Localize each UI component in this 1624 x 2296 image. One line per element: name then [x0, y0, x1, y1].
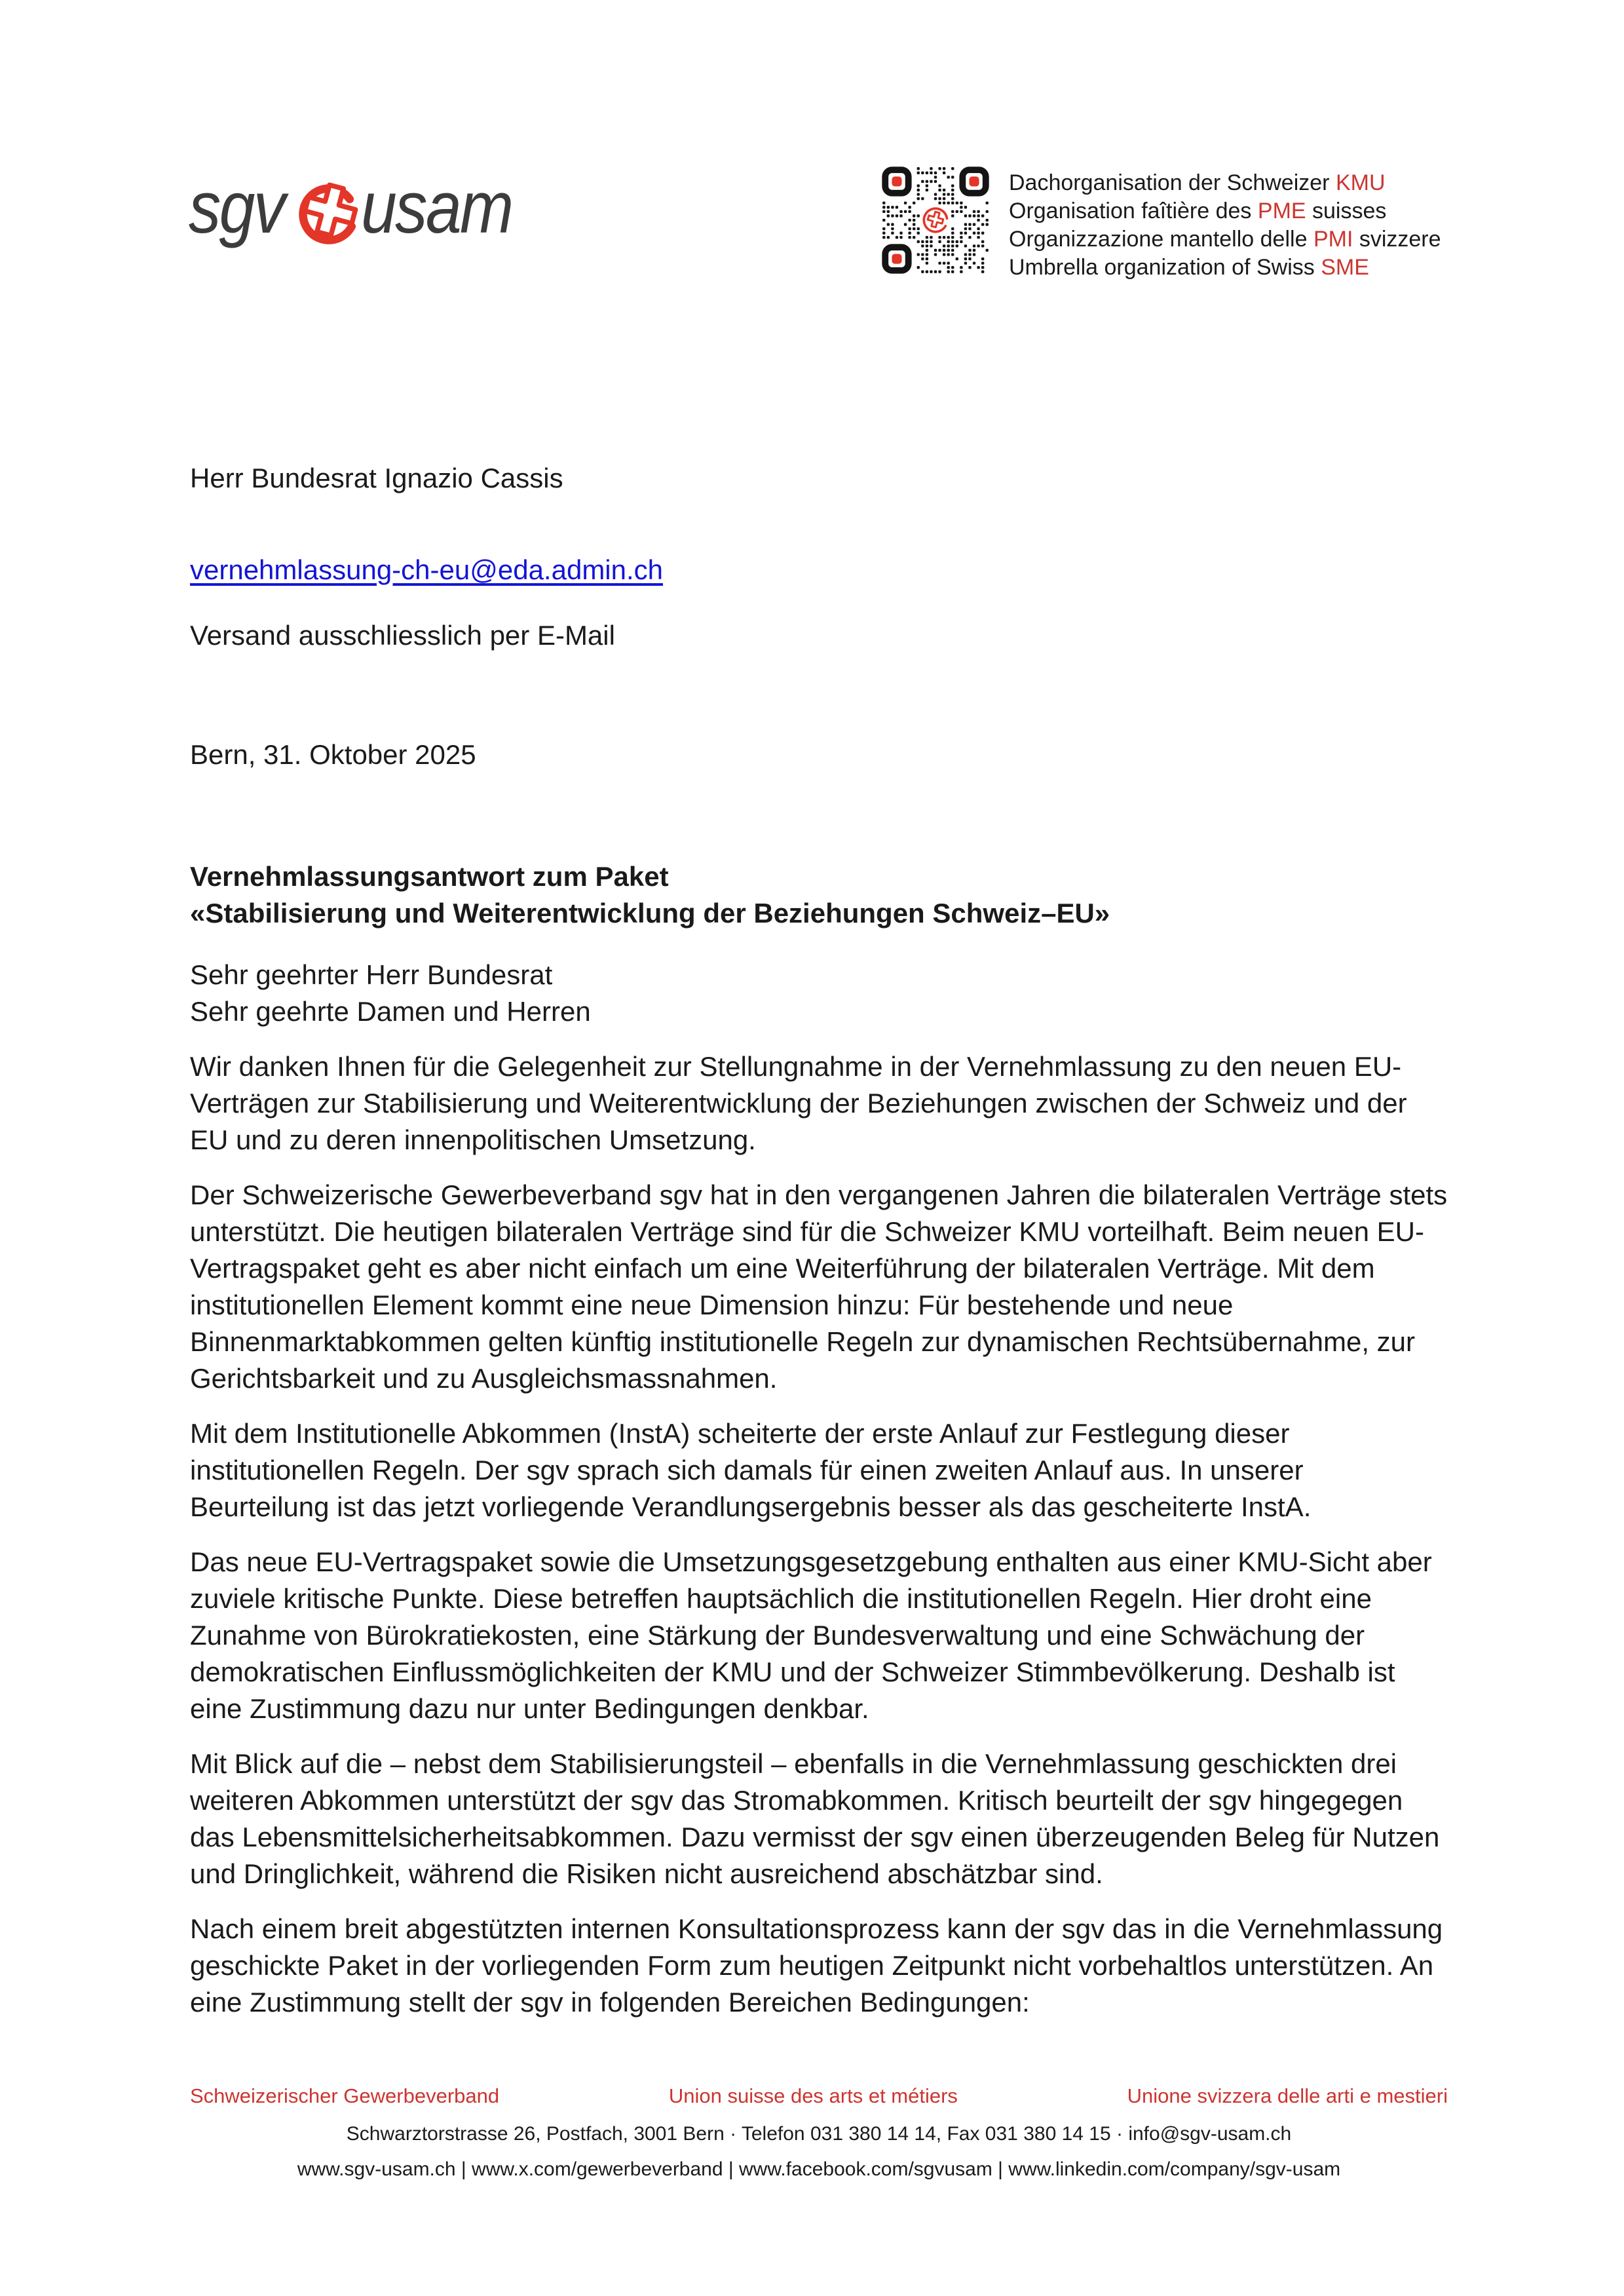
- footer-address: Schwarztorstrasse 26, Postfach, 3001 Bern · Telefon 031 380 14 14, Fax 031 380 14 15 · info@sgv-usam.ch: [346, 2123, 1292, 2145]
- footer-org-de: Schweizerischer Gewerbeverband: [190, 2084, 500, 2107]
- paragraph-2: Der Schweizerische Gewerbeverband sgv hat in den vergangenen Jahren die bilateralen Verträge stets unterstützt. Die heutigen bilateralen Verträge sind für die Schweizer KMU vorteilhaft. Beim neuen EU-Vertragspaket geht es aber nicht einfach um eine Weiterführung der bilateralen Verträge. Mit dem institutionellen Element kommt eine neue Dimension hinzu: Für bestehende und neue Binnenmarktabkommen gelten künftig institutionelle Regeln zur dynamischen Rechtsübernahme, zur Gerichtsbarkeit und zu Ausgleichsmassnahmen.: [190, 1179, 1448, 1394]
- logo-text-usam: usam: [361, 166, 512, 248]
- subject-line: [190, 858, 1448, 932]
- org-line-it: Organizzazione mantello delle PMI svizzere: [1009, 227, 1441, 252]
- org-line-de: Dachorganisation der Schweizer KMU: [1009, 170, 1386, 195]
- date-line: Bern, 31. Oktober 2025: [190, 739, 476, 770]
- delivery-note: Versand ausschliesslich per E-Mail: [190, 620, 615, 651]
- footer-org-names: [190, 2084, 1448, 2109]
- recipient-name: Herr Bundesrat Ignazio Cassis: [190, 463, 563, 493]
- salutation-line-2: Sehr geehrte Damen und Herren: [190, 996, 591, 1027]
- qr-code: [882, 166, 989, 274]
- paragraph-6: Nach einem breit abgestützten internen Konsultationsprozess kann der sgv das in die Vernehmlassung geschickte Paket in der vorliegenden Form zum heutigen Zeitpunkt nicht vorbehaltlos unterstützen. An eine Zustimmung stellt der sgv in folgenden Bereichen Bedingungen:: [190, 1913, 1443, 2018]
- subject-line-1: Vernehmlassungsantwort zum Paket: [190, 861, 669, 892]
- org-line-it-highlight: PMI: [1313, 227, 1353, 252]
- salutation-line-1: Sehr geehrter Herr Bundesrat: [190, 959, 553, 990]
- letterhead-org-lines: [1009, 169, 1441, 282]
- org-line-en-highlight: SME: [1321, 255, 1369, 280]
- subject-line-2: «Stabilisierung und Weiterentwicklung der Beziehungen Schweiz–EU»: [190, 898, 1110, 928]
- org-line-fr: Organisation faîtière des PME suisses: [1009, 199, 1387, 223]
- paragraph-3: Mit dem Institutionelle Abkommen (InstA) scheiterte der erste Anlauf zur Festlegung dieser institutionellen Regeln. Der sgv sprach sich damals für einen zweiten Anlauf aus. In unserer Beurteilung ist das jetzt vorliegende Verandlungsergebnis besser als das gescheiterte InstA.: [190, 1418, 1312, 1522]
- paragraph-5: Mit Blick auf die – nebst dem Stabilisierungsteil – ebenfalls in die Vernehmlassung geschickten drei weiteren Abkommen unterstützt der sgv das Stromabkommen. Kritisch beurteilt der sgv hingegegen das Lebensmittelsicherheitsabkommen. Dazu vermisst der sgv einen überzeugenden Beleg für Nutzen und Dringlichkeit, während die Risiken nicht ausreichend abschätzbar sind.: [190, 1748, 1440, 1889]
- recipient-email-link[interactable]: vernehmlassung-ch-eu@eda.admin.ch: [190, 554, 664, 585]
- swiss-cross-emblem-icon: [295, 178, 364, 248]
- recipient-email-row: [190, 553, 663, 587]
- letter-body: [190, 858, 1448, 2039]
- paragraph-1: Wir danken Ihnen für die Gelegenheit zur Stellungnahme in der Vernehmlassung zu den neuen EU-Verträgen zur Stabilisierung und Weiterentwicklung der Beziehungen zwischen der Schweiz und der EU und zu deren innenpolitischen Umsetzung.: [190, 1051, 1407, 1155]
- salutation: [190, 957, 1448, 1030]
- sgv-usam-logo: [189, 165, 533, 250]
- footer-org-fr: Union suisse des arts et métiers: [668, 2084, 958, 2107]
- paragraph-4: Das neue EU-Vertragspaket sowie die Umsetzungsgesetzgebung enthalten aus einer KMU-Sicht aber zuviele kritische Punkte. Diese betreffen hauptsächlich die institutionellen Regeln. Hier droht eine Zunahme von Bürokratiekosten, eine Stärkung der Bundesverwaltung und eine Schwächung der demokratischen Einflussmöglichkeiten der KMU und der Schweizer Stimmbevölkerung. Deshalb ist eine Zustimmung dazu nur unter Bedingungen denkbar.: [190, 1546, 1432, 1724]
- logo-text-sgv: sgv: [189, 166, 284, 248]
- org-line-fr-highlight: PME: [1257, 199, 1306, 223]
- footer-web-links: www.sgv-usam.ch | www.x.com/gewerbeverband | www.facebook.com/sgvusam | www.linkedin.com/company/sgv-usam: [297, 2158, 1341, 2180]
- footer-org-it: Unione svizzera delle arti e mestieri: [1127, 2084, 1448, 2107]
- org-line-de-highlight: KMU: [1335, 170, 1386, 195]
- org-line-en: Umbrella organization of Swiss SME: [1009, 255, 1369, 280]
